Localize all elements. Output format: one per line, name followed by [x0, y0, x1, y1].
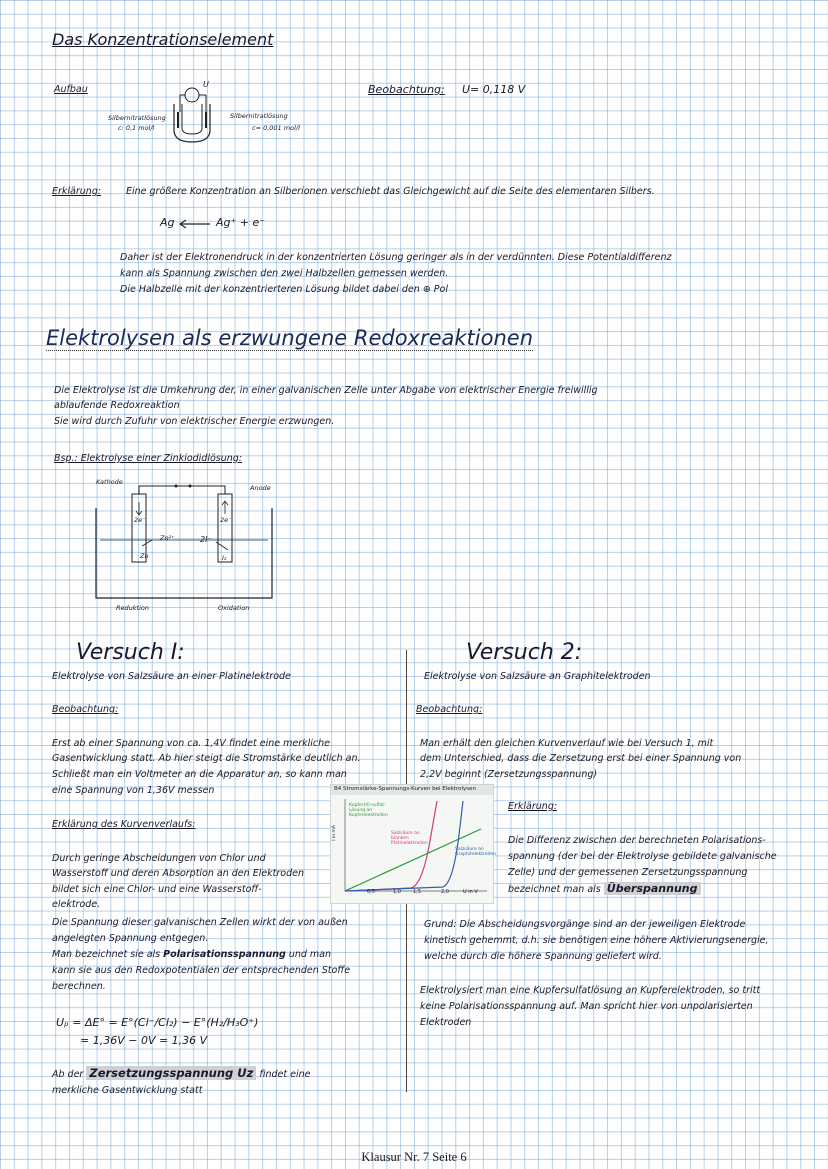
formula-line-1: Uₚ = ΔE° = E°(Cl⁻/Cl₂) − E°(H₂/H₃O⁺)	[56, 1016, 259, 1029]
intro-line-1: Die Elektrolyse ist die Umkehrung der, in einer galvanischen Zelle unter Abgabe von elektrischer Energie freiwillig	[54, 385, 598, 396]
legend-platinum: Salzsäure an blanken Platinelektroden	[391, 831, 428, 846]
versuch-2-subtitle: Elektrolyse von Salzsäure an Graphitelektroden	[424, 671, 651, 682]
current-voltage-figure	[330, 784, 494, 904]
v1-b-line4: eine Spannung von 1,36V messen	[52, 785, 215, 796]
grund-line1: Grund: Die Abscheidungsvorgänge sind an der jeweiligen Elektrode	[424, 919, 746, 930]
section-title-electrolysis: Elektrolysen als erzwungene Redoxreaktionen	[46, 326, 534, 350]
v1-erklaerung-label: Erklärung des Kurvenverlaufs:	[52, 819, 196, 830]
v2-b-line1: Man erhält den gleichen Kurvenverlauf wie bei Versuch 1, mit	[420, 738, 714, 749]
iodine-label: I₂	[222, 554, 227, 562]
intro-line-2: ablaufende Redoxreaktion	[54, 400, 180, 411]
left-concentration: c: 0,1 mol/l	[118, 124, 155, 132]
legend-graphite: Salzsäure an Graphitelektroden	[455, 847, 496, 857]
voltmeter-label: U	[203, 80, 209, 89]
v2-e-line1: Die Differenz zwischen der berechneten Polarisations-	[508, 835, 766, 846]
figure-ylabel: I in mA	[332, 825, 337, 841]
v1-b-line1: Erst ab einer Spannung von ca. 1,4V findet eine merkliche	[52, 738, 330, 749]
versuch-1-subtitle: Elektrolyse von Salzsäure an einer Platinelektrode	[52, 671, 291, 682]
v1-e-line7a: Man bezeichnet sie als	[52, 949, 161, 960]
v2-e-line3: Zelle) und der gemessenen Zersetzungsspannung	[508, 867, 748, 878]
erklaerung-label: Erklärung:	[52, 186, 102, 197]
grund-line2: kinetisch gehemmt, d.h. sie benötigen eine höhere Aktivierungsenergie,	[424, 935, 769, 946]
intro-line-3: Sie wird durch Zufuhr von elektrischer Energie erzwungen.	[54, 416, 335, 427]
equation-left: Ag	[160, 216, 175, 229]
beobachtung-label: Beobachtung:	[368, 83, 445, 96]
electrolysis-cell-diagram	[94, 480, 294, 602]
right-solution-label: Silbernitratlösung	[230, 112, 288, 120]
versuch-1-beobachtung-label: Beobachtung:	[52, 704, 119, 715]
section-title-concentration-cell: Das Konzentrationselement	[52, 30, 274, 49]
zersetzung-line1c: findet eine	[259, 1069, 311, 1080]
v1-e-line2: Wasserstoff und deren Absorption an den Elektroden	[52, 868, 305, 879]
tick-2-0: 2,0	[441, 889, 449, 895]
v1-e-line1: Durch geringe Abscheidungen von Chlor und	[52, 853, 266, 864]
iodide-label: 2I⁻	[200, 535, 212, 544]
zinc-ion-label: Zn²⁺	[160, 534, 175, 542]
v1-e-line9: berechnen.	[52, 981, 106, 992]
equilibrium-arrow-icon	[178, 218, 212, 230]
text-line-2: kann als Spannung zwischen den zwei Halbzellen gemessen werden.	[120, 268, 449, 279]
figure-caption: B4 Stromstärke-Spannungs-Kurven bei Elektrolysen	[331, 785, 493, 795]
aufbau-label: Aufbau	[54, 84, 88, 95]
cathode-label: Kathode	[96, 478, 123, 486]
negative-terminal-icon	[175, 485, 178, 488]
anode-electrons: 2e⁻	[220, 516, 232, 524]
tick-0-5: 0,5	[367, 889, 375, 895]
formula-line-2: = 1,36V − 0V = 1,36 V	[80, 1034, 208, 1047]
legend-copper-sulfate: Kupfer(II)-sulfat-Lösung an Kupferelektroden	[349, 803, 388, 818]
v1-b-line2: Gasentwicklung statt. Ab hier steigt die Stromstärke deutlich an.	[52, 753, 361, 764]
v1-e-line3: bildet sich eine Chlor- und eine Wasserstoff-	[52, 884, 262, 895]
zinc-metal-label: Zn	[140, 552, 149, 560]
versuch-2-title: Versuch 2:	[466, 640, 583, 665]
versuch-1-title: Versuch I:	[76, 640, 185, 665]
grund-line3: welche durch die höhere Spannung geliefert wird.	[424, 951, 662, 962]
text-line-3: Die Halbzelle mit der konzentrierteren Lösung bildet dabei den ⊕ Pol	[120, 284, 448, 295]
anode-label: Anode	[250, 484, 271, 492]
text-line-1: Daher ist der Elektronendruck in der konzentrierten Lösung geringer als in der verdünnten. Diese Potentialdifferenz	[120, 252, 672, 263]
zersetzung-line1	[52, 1066, 311, 1082]
v1-e-line6: angelegten Spannung entgegen.	[52, 933, 209, 944]
positive-terminal-icon	[189, 485, 192, 488]
oxidation-label: Oxidation	[218, 604, 250, 612]
reduction-label: Reduktion	[116, 604, 149, 612]
copper-line3: Elektroden	[420, 1017, 472, 1028]
zersetzung-line1a: Ab der	[52, 1069, 84, 1080]
v1-e-line4: elektrode.	[52, 899, 101, 910]
page-footer: Klausur Nr. 7 Seite 6	[361, 1150, 467, 1164]
erklaerung-text: Eine größere Konzentration an Silberionen verschiebt das Gleichgewicht auf die Seite des elementaren Silbers.	[126, 186, 655, 197]
voltmeter-icon	[185, 88, 199, 102]
ueberspannung-term: Überspannung	[604, 882, 701, 895]
cathode-electrons: 2e⁻	[134, 516, 146, 524]
copper-line1: Elektrolysiert man eine Kupfersulfatlösung an Kupferelektroden, so tritt	[420, 985, 761, 996]
v2-b-line2: dem Unterschied, dass die Zersetzung erst bei einer Spannung von	[420, 753, 742, 764]
figure-xlabel: U in V	[463, 889, 478, 895]
zersetzung-line2: merkliche Gasentwicklung statt	[52, 1085, 203, 1096]
v2-erklaerung-label: Erklärung:	[508, 801, 558, 812]
versuch-2-beobachtung-label: Beobachtung:	[416, 704, 483, 715]
v1-e-line8: kann sie aus den Redoxpotentialen der entsprechenden Stoffe	[52, 965, 351, 976]
copper-line2: keine Polarisationsspannung auf. Man spricht hier von unpolarisierten	[420, 1001, 753, 1012]
tick-1-0: 1,0	[393, 889, 401, 895]
v1-e-line5: Die Spannung dieser galvanischen Zellen wirkt der von außen	[52, 917, 348, 928]
v2-e-line4a: bezeichnet man als	[508, 884, 601, 895]
right-concentration: c= 0,001 mol/l	[252, 124, 300, 132]
v1-e-line7c: und man	[288, 949, 332, 960]
polarisationsspannung-term: Polarisationsspannung	[163, 949, 286, 960]
v2-b-line3: 2,2V beginnt (Zersetzungsspannung)	[420, 769, 598, 780]
example-label: Bsp.: Elektrolyse einer Zinkiodidlösung:	[54, 453, 243, 464]
zersetzungsspannung-term: Zersetzungsspannung Uz	[86, 1066, 256, 1080]
v1-e-line7	[52, 948, 331, 962]
equation-right: Ag⁺ + e⁻	[216, 216, 266, 229]
beobachtung-value: U= 0,118 V	[462, 83, 526, 96]
v2-e-line2: spannung (der bei der Elektrolyse gebildete galvanische	[508, 851, 777, 862]
v2-e-line4	[508, 882, 701, 897]
v1-b-line3: Schließt man ein Voltmeter an die Apparatur an, so kann man	[52, 769, 347, 780]
tick-1-5: 1,5	[413, 889, 421, 895]
left-solution-label: Silbernitratlösung	[108, 114, 166, 122]
